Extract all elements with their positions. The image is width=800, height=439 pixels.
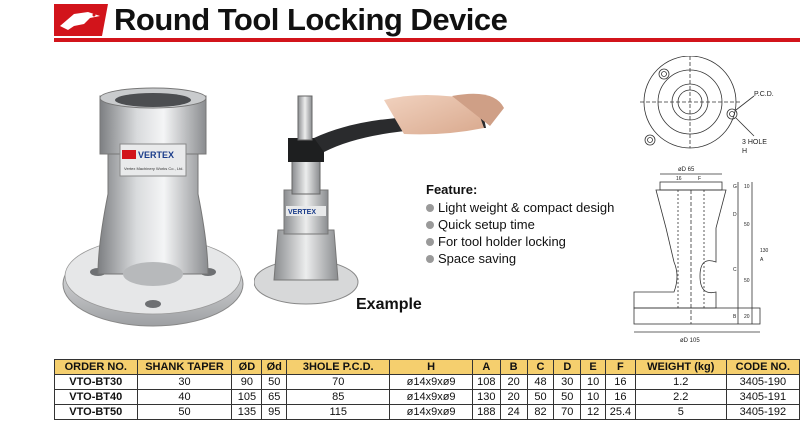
bullet-icon [426,221,434,229]
bullet-icon [426,204,434,212]
dim-d: D [733,212,737,218]
feature-item: Quick setup time [426,216,614,233]
col-c: C [527,360,554,375]
table-row: VTO-BT40 40 105 65 85 ø14x9xø9 130 20 50 50 10 16 2.2 3405-191 [55,390,800,405]
feature-title: Feature: [426,182,478,197]
col-f: F [605,360,635,375]
col-order-no: ORDER NO. [55,360,138,375]
col-b: B [500,360,527,375]
col-code-no: CODE NO. [726,360,799,375]
dim-f16: 16 [676,176,682,182]
product-photo [58,84,248,334]
col-pcd: 3HOLE P.C.D. [287,360,390,375]
col-h: H [390,360,473,375]
bullet-icon [426,238,434,246]
dim-a: A [760,257,764,263]
dim-g: G [733,184,737,190]
table-row: VTO-BT50 50 135 95 115 ø14x9xø9 188 24 82 70 12 25.4 5 3405-192 [55,405,800,420]
dim-b: B [733,314,737,320]
eagle-logo-icon [54,4,108,36]
col-d: D [554,360,581,375]
page-title: Round Tool Locking Device [114,2,508,37]
col-e: E [581,360,606,375]
example-brand: VERTEX [288,209,317,216]
photo-brand-sub: Vertex Machinery Works Co., Ltd. [124,166,184,171]
dim-10: 10 [744,184,750,190]
page-header [0,0,800,44]
feature-section [426,182,614,267]
dim-50a: 50 [744,222,750,228]
dim-50b: 50 [744,278,750,284]
example-label: Example [356,296,422,313]
technical-drawing [620,56,800,346]
dim-20: 20 [744,314,750,320]
label-3-hole: 3 HOLE [742,139,767,146]
col-shank-taper: SHANK TAPER [137,360,232,375]
feature-list [426,199,614,267]
dim-130: 130 [760,248,769,254]
spec-table [54,359,800,420]
dim-c: C [733,267,737,273]
bullet-icon [426,255,434,263]
title-rule [54,38,800,42]
feature-item: Space saving [426,250,614,267]
feature-item: For tool holder locking [426,233,614,250]
photo-brand: VERTEX [138,150,175,160]
dim-f: F [698,176,702,182]
label-h: H [742,148,748,155]
col-od-large: ØD [232,360,262,375]
label-pcd: P.C.D. [754,91,774,98]
col-a: A [472,360,500,375]
dim-od105: øD 105 [680,338,700,344]
dim-od65: øD 65 [678,167,695,173]
col-od-small: Ød [262,360,287,375]
col-weight: WEIGHT (kg) [635,360,726,375]
table-row: VTO-BT30 30 90 50 70 ø14x9xø9 108 20 48 30 10 16 1.2 3405-190 [55,375,800,390]
feature-item: Light weight & compact desigh [426,199,614,216]
table-header-row [55,360,800,375]
